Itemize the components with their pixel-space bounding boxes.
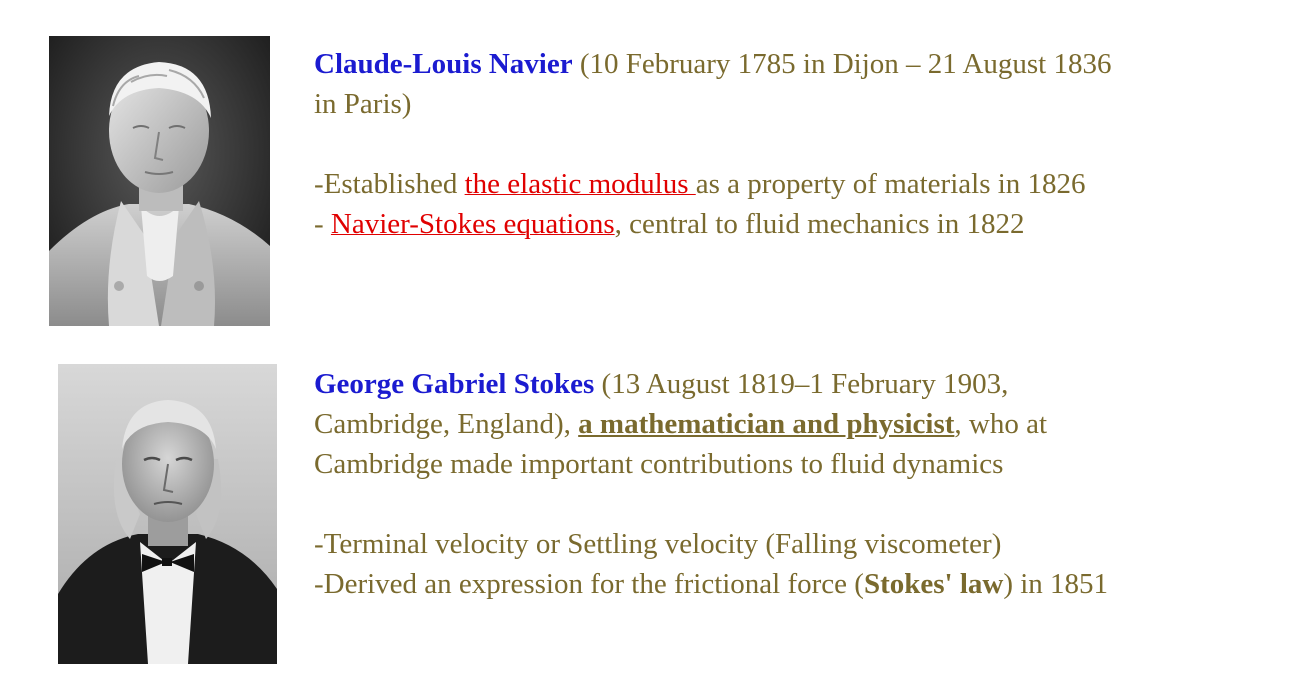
description-prefix: Cambridge, England), bbox=[314, 408, 579, 440]
fact-prefix: -Established bbox=[314, 168, 465, 200]
navier-portrait-image bbox=[49, 36, 270, 326]
navier-place: in Paris) bbox=[314, 88, 412, 120]
stokes-law-emphasis: Stokes' law bbox=[863, 568, 1004, 600]
stokes-description-line bbox=[314, 404, 1274, 444]
navier-heading-line bbox=[314, 44, 1274, 84]
stokes-name: George Gabriel Stokes bbox=[314, 368, 595, 400]
stokes-contribution-line: Cambridge made important contributions to fluid dynamics bbox=[314, 448, 1004, 480]
stokes-portrait-image bbox=[58, 364, 277, 664]
elastic-modulus-link[interactable]: the elastic modulus bbox=[464, 168, 696, 200]
description-suffix: , who at bbox=[954, 408, 1048, 440]
fact-suffix: as a property of materials in 1826 bbox=[695, 168, 1086, 200]
spacer bbox=[314, 124, 1274, 164]
spacer bbox=[314, 484, 1274, 524]
navier-stokes-equations-link[interactable]: Navier-Stokes equations bbox=[330, 208, 615, 240]
navier-dates: (10 February 1785 in Dijon – 21 August 1836 bbox=[572, 48, 1112, 80]
navier-biography bbox=[314, 44, 1274, 244]
navier-fact-navier-stokes bbox=[314, 204, 1274, 244]
fact-suffix: , central to fluid mechanics in 1822 bbox=[614, 208, 1025, 240]
stokes-fact-stokes-law bbox=[314, 564, 1274, 604]
mathematician-physicist-emphasis: a mathematician and physicist bbox=[578, 408, 955, 440]
fact-prefix: -Derived an expression for the frictional force ( bbox=[314, 568, 864, 600]
navier-fact-elastic-modulus bbox=[314, 164, 1274, 204]
stokes-dates: (13 August 1819–1 February 1903, bbox=[594, 368, 1009, 400]
stokes-biography bbox=[314, 364, 1274, 604]
stokes-fact-terminal-velocity: -Terminal velocity or Settling velocity (Falling viscometer) bbox=[314, 528, 1002, 560]
stokes-heading-line bbox=[314, 364, 1274, 404]
fact-prefix: - bbox=[314, 208, 331, 240]
navier-name: Claude-Louis Navier bbox=[314, 48, 573, 80]
fact-suffix: ) in 1851 bbox=[1003, 568, 1109, 600]
